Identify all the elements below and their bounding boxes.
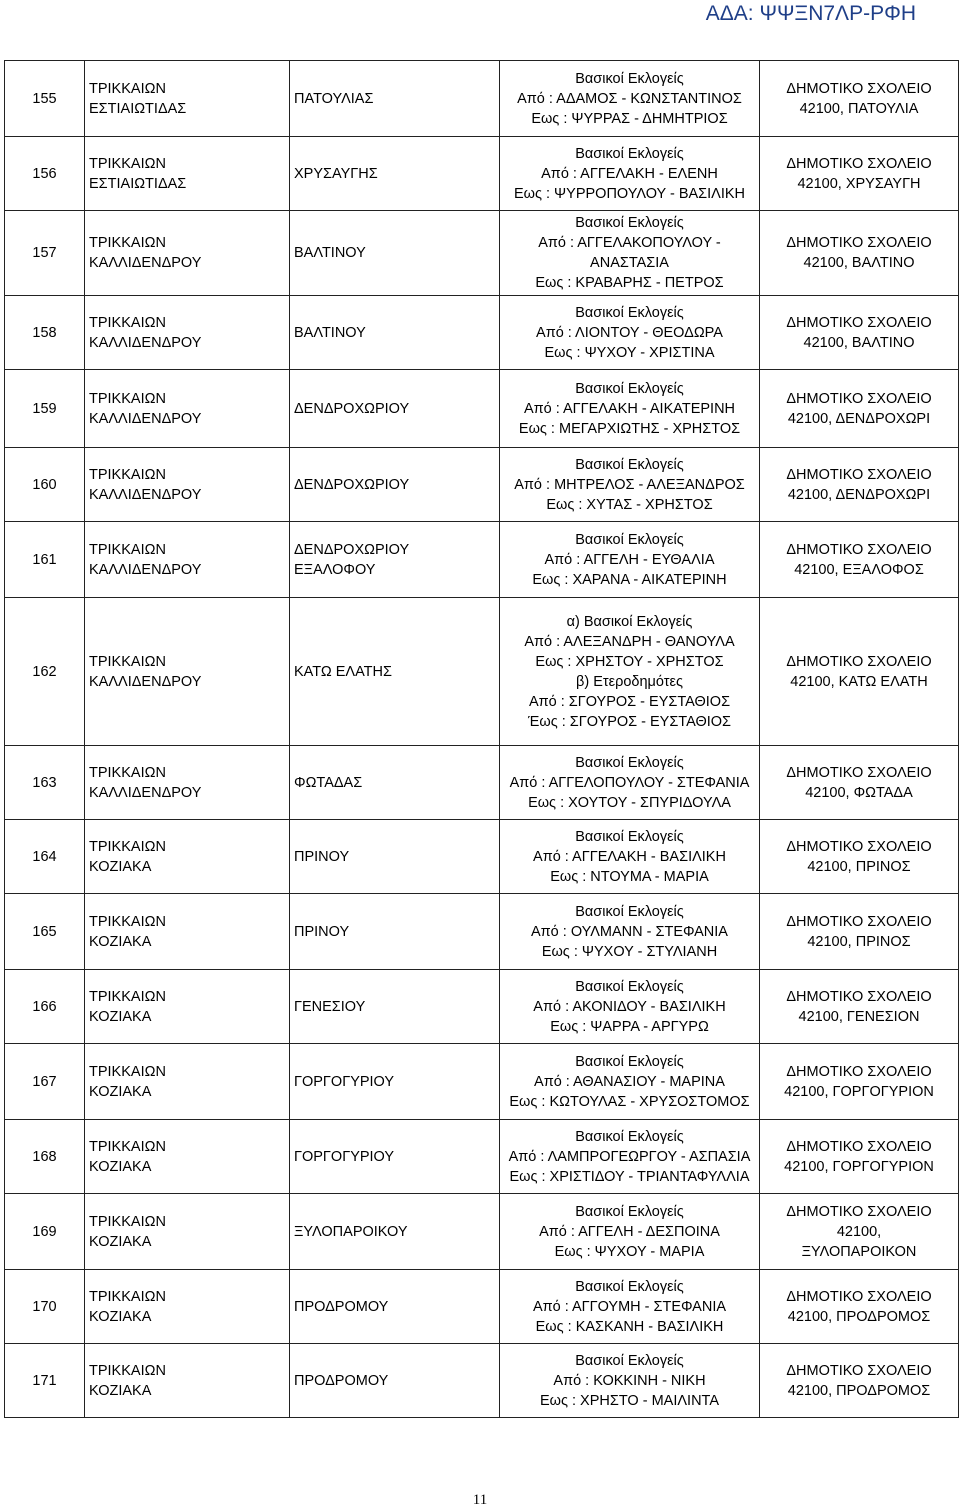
polling-location-cell xyxy=(760,1194,959,1270)
table-row xyxy=(5,296,959,370)
polling-location-line: 42100, ΓΕΝΕΣΙΟΝ xyxy=(798,1008,920,1025)
polling-location-cell xyxy=(760,746,959,820)
voters-range-line: Εως : ΨΥΧΟΥ - ΜΑΡΙΑ xyxy=(554,1243,705,1260)
municipality-cell xyxy=(85,598,290,746)
municipality-cell xyxy=(85,1344,290,1418)
municipality-line: ΤΡΙΚΚΑΙΩΝ xyxy=(89,913,166,930)
municipality-cell xyxy=(85,211,290,296)
voters-range-line: Από : ΟΥΛΜΑΝΝ - ΣΤΕΦΑΝΙΑ xyxy=(531,923,728,940)
table-row xyxy=(5,522,959,598)
table-row xyxy=(5,1344,959,1418)
row-number: 159 xyxy=(5,370,85,448)
municipality-cell xyxy=(85,370,290,448)
municipality-line: ΚΑΛΛΙΔΕΝΔΡΟΥ xyxy=(89,410,202,427)
voters-range-line: Από : ΣΓΟΥΡΟΣ - ΕΥΣΤΑΘΙΟΣ xyxy=(528,693,731,710)
electoral-district-cell xyxy=(290,448,500,522)
municipality-cell xyxy=(85,296,290,370)
municipality-line: ΤΡΙΚΚΑΙΩΝ xyxy=(89,1213,166,1230)
municipality-line: ΤΡΙΚΚΑΙΩΝ xyxy=(89,541,166,558)
electoral-district-line: ΒΑΛΤΙΝΟΥ xyxy=(294,324,366,341)
table-body xyxy=(5,61,959,1418)
page-number: 11 xyxy=(472,1492,488,1508)
polling-location-line: ΔΗΜΟΤΙΚΟ ΣΧΟΛΕΙΟ xyxy=(786,235,932,251)
voters-range-cell xyxy=(500,970,760,1044)
electoral-district-cell xyxy=(290,1120,500,1194)
polling-location-cell xyxy=(760,1120,959,1194)
voters-range-cell xyxy=(500,370,760,448)
voters-range-line: Εως : ΨΥΡΡΑΣ - ΔΗΜΗΤΡΙΟΣ xyxy=(531,110,728,127)
voters-range-line: Εως : ΨΥΡΡΟΠΟΥΛΟΥ - ΒΑΣΙΛΙΚΗ xyxy=(513,185,746,202)
row-number: 170 xyxy=(5,1270,85,1344)
municipality-line: ΚΟΖΙΑΚΑ xyxy=(89,1158,152,1175)
voters-range-line: Εως : ΧΟΥΤΟΥ - ΣΠΥΡΙΔΟΥΛΑ xyxy=(528,794,731,811)
municipality-line: ΤΡΙΚΚΑΙΩΝ xyxy=(89,235,166,251)
municipality-line: ΚΑΛΛΙΔΕΝΔΡΟΥ xyxy=(89,784,202,801)
municipality-line: ΤΡΙΚΚΑΙΩΝ xyxy=(89,1288,166,1305)
municipality-line: ΚΟΖΙΑΚΑ xyxy=(89,1008,152,1025)
voters-range-line: Εως : ΧΡΗΣΤΟ - ΜΑΙΛΙΝΤΑ xyxy=(539,1392,720,1409)
polling-location-cell xyxy=(760,970,959,1044)
voters-range-line: Από : ΛΙΟΝΤΟΥ - ΘΕΟΔΩΡΑ xyxy=(536,324,723,341)
polling-location-cell xyxy=(760,296,959,370)
table-row xyxy=(5,894,959,970)
municipality-cell xyxy=(85,970,290,1044)
polling-location-cell xyxy=(760,598,959,746)
electoral-district-line: ΓΟΡΓΟΓΥΡΙΟΥ xyxy=(294,1073,395,1090)
voters-range-line: Εως : ΨΥΧΟΥ - ΧΡΙΣΤΙΝΑ xyxy=(544,344,715,361)
table-row xyxy=(5,1194,959,1270)
municipality-cell xyxy=(85,522,290,598)
electoral-district-line: ΠΡΙΝΟΥ xyxy=(294,923,350,940)
ada-code: ΑΔΑ: ΨΨΞΝ7ΛΡ-ΡΦΗ xyxy=(705,2,916,25)
polling-location-line: 42100, ΠΡΙΝΟΣ xyxy=(807,933,911,950)
municipality-line: ΚΟΖΙΑΚΑ xyxy=(89,1233,152,1250)
voters-range-cell xyxy=(500,894,760,970)
table-row xyxy=(5,370,959,448)
electoral-district-cell xyxy=(290,370,500,448)
electoral-district-line: ΓΕΝΕΣΙΟΥ xyxy=(294,998,366,1015)
voters-range-cell xyxy=(500,1194,760,1270)
municipality-line: ΤΡΙΚΚΑΙΩΝ xyxy=(89,988,166,1005)
municipality-cell xyxy=(85,137,290,211)
municipality-line: ΤΡΙΚΚΑΙΩΝ xyxy=(89,838,166,855)
voters-range-line: Βασικοί Εκλογείς xyxy=(575,978,684,995)
electoral-district-line: ΔΕΝΔΡΟΧΩΡΙΟΥ xyxy=(294,541,410,558)
electoral-district-line: ΧΡΥΣΑΥΓΗΣ xyxy=(294,165,378,182)
voters-range-cell xyxy=(500,137,760,211)
row-number: 161 xyxy=(5,522,85,598)
polling-location-line: ΔΗΜΟΤΙΚΟ ΣΧΟΛΕΙΟ xyxy=(786,1138,932,1155)
electoral-district-cell xyxy=(290,211,500,296)
electoral-district-cell xyxy=(290,1044,500,1120)
electoral-district-cell xyxy=(290,598,500,746)
polling-location-line: ΔΗΜΟΤΙΚΟ ΣΧΟΛΕΙΟ xyxy=(786,390,932,407)
polling-location-line: 42100, ΦΩΤΑΔΑ xyxy=(805,784,913,801)
voters-range-line: Από : ΑΓΓΕΛΗ - ΔΕΣΠΟΙΝΑ xyxy=(539,1223,720,1240)
electoral-district-cell xyxy=(290,137,500,211)
voters-range-line: Βασικοί Εκλογείς xyxy=(575,70,684,87)
electoral-district-cell xyxy=(290,1194,500,1270)
polling-location-cell xyxy=(760,522,959,598)
municipality-line: ΤΡΙΚΚΑΙΩΝ xyxy=(89,390,166,407)
electoral-district-cell xyxy=(290,894,500,970)
municipality-cell xyxy=(85,1270,290,1344)
municipality-cell xyxy=(85,894,290,970)
municipality-line: ΚΑΛΛΙΔΕΝΔΡΟΥ xyxy=(89,561,202,578)
electoral-district-line: ΕΞΑΛΟΦΟΥ xyxy=(294,561,376,578)
voters-range-cell xyxy=(500,448,760,522)
electoral-district-line: ΔΕΝΔΡΟΧΩΡΙΟΥ xyxy=(294,400,410,417)
voters-range-line: Βασικοί Εκλογείς xyxy=(575,215,684,231)
voters-range-line: β) Ετεροδημότες xyxy=(576,673,683,690)
polling-location-line: ΔΗΜΟΤΙΚΟ ΣΧΟΛΕΙΟ xyxy=(786,155,932,172)
voters-range-cell xyxy=(500,61,760,137)
voters-range-line: ΑΝΑΣΤΑΣΙΑ xyxy=(590,255,669,271)
voters-range-line: Εως : ΧΑΡΑΝΑ - ΑΙΚΑΤΕΡΙΝΗ xyxy=(532,571,727,588)
electoral-district-cell xyxy=(290,61,500,137)
voters-range-line: α) Βασικοί Εκλογείς xyxy=(566,613,693,630)
row-number: 155 xyxy=(5,61,85,137)
table-row xyxy=(5,820,959,894)
polling-location-line: ΞΥΛΟΠΑΡΟΙΚΟΝ xyxy=(801,1243,917,1260)
polling-location-line: 42100, ΠΡΟΔΡΟΜΟΣ xyxy=(787,1382,931,1399)
polling-location-line: 42100, ΚΑΤΩ ΕΛΑΤΗ xyxy=(790,673,928,690)
polling-location-line: 42100, ΧΡΥΣΑΥΓΗ xyxy=(797,175,921,192)
voters-range-line: Από : ΑΓΓΕΛΑΚΗ - ΑΙΚΑΤΕΡΙΝΗ xyxy=(523,400,736,417)
electoral-district-line: ΔΕΝΔΡΟΧΩΡΙΟΥ xyxy=(294,476,410,493)
municipality-cell xyxy=(85,1194,290,1270)
municipality-line: ΕΣΤΙΑΙΩΤΙΔΑΣ xyxy=(89,175,187,192)
electoral-district-cell xyxy=(290,522,500,598)
polling-location-line: ΔΗΜΟΤΙΚΟ ΣΧΟΛΕΙΟ xyxy=(786,80,932,97)
municipality-cell xyxy=(85,61,290,137)
municipality-line: ΚΑΛΛΙΔΕΝΔΡΟΥ xyxy=(89,334,202,351)
polling-location-cell xyxy=(760,1044,959,1120)
polling-location-line: ΔΗΜΟΤΙΚΟ ΣΧΟΛΕΙΟ xyxy=(786,1203,932,1220)
table-row xyxy=(5,137,959,211)
voters-range-line: Από : ΑΓΓΕΛΑΚΟΠΟΥΛΟΥ - xyxy=(538,235,721,251)
voters-range-line: Εως : ΝΤΟΥΜΑ - ΜΑΡΙΑ xyxy=(550,868,709,885)
row-number: 169 xyxy=(5,1194,85,1270)
municipality-line: ΚΟΖΙΑΚΑ xyxy=(89,858,152,875)
electoral-district-line: ΓΟΡΓΟΓΥΡΙΟΥ xyxy=(294,1148,395,1165)
row-number: 166 xyxy=(5,970,85,1044)
row-number: 156 xyxy=(5,137,85,211)
voters-range-cell xyxy=(500,211,760,296)
voters-range-line: Εως : ΨΑΡΡΑ - ΑΡΓΥΡΩ xyxy=(550,1018,709,1035)
row-number: 168 xyxy=(5,1120,85,1194)
municipality-line: ΚΑΛΛΙΔΕΝΔΡΟΥ xyxy=(89,255,202,271)
polling-location-cell xyxy=(760,1344,959,1418)
voters-range-line: Εως : ΚΩΤΟΥΛΑΣ - ΧΡΥΣΟΣΤΟΜΟΣ xyxy=(509,1093,750,1110)
voters-range-line: Βασικοί Εκλογείς xyxy=(575,145,684,162)
polling-location-line: 42100, ΒΑΛΤΙΝΟ xyxy=(803,255,915,271)
voters-range-line: Βασικοί Εκλογείς xyxy=(575,1278,684,1295)
electoral-district-cell xyxy=(290,746,500,820)
polling-location-line: ΔΗΜΟΤΙΚΟ ΣΧΟΛΕΙΟ xyxy=(786,653,932,670)
municipality-line: ΚΟΖΙΑΚΑ xyxy=(89,1083,152,1100)
polling-location-line: 42100, xyxy=(836,1223,882,1240)
voters-range-line: Βασικοί Εκλογείς xyxy=(575,380,684,397)
municipality-cell xyxy=(85,820,290,894)
polling-location-line: ΔΗΜΟΤΙΚΟ ΣΧΟΛΕΙΟ xyxy=(786,541,932,558)
electoral-district-line: ΒΑΛΤΙΝΟΥ xyxy=(294,245,366,261)
polling-location-line: ΔΗΜΟΤΙΚΟ ΣΧΟΛΕΙΟ xyxy=(786,838,932,855)
voters-range-cell xyxy=(500,746,760,820)
polling-location-line: 42100, ΓΟΡΓΟΓΥΡΙΟΝ xyxy=(784,1158,934,1175)
row-number: 163 xyxy=(5,746,85,820)
voters-range-line: Βασικοί Εκλογείς xyxy=(575,903,684,920)
row-number: 157 xyxy=(5,211,85,296)
municipality-line: ΚΟΖΙΑΚΑ xyxy=(89,1382,152,1399)
voters-range-line: Από : ΑΓΓΕΛΑΚΗ - ΕΛΕΝΗ xyxy=(541,165,718,182)
table-row xyxy=(5,970,959,1044)
voters-range-line: Εως : ΚΑΣΚΑΝΗ - ΒΑΣΙΛΙΚΗ xyxy=(535,1318,724,1335)
voters-range-line: Έως : ΣΓΟΥΡΟΣ - ΕΥΣΤΑΘΙΟΣ xyxy=(528,713,731,730)
voters-range-line: Εως : ΚΡΑΒΑΡΗΣ - ΠΕΤΡΟΣ xyxy=(535,275,724,291)
voters-range-line: Από : ΑΓΓΕΛΗ - ΕΥΘΑΛΙΑ xyxy=(544,551,715,568)
municipality-line: ΤΡΙΚΚΑΙΩΝ xyxy=(89,653,166,670)
voters-range-line: Εως : ΧΡΗΣΤΟΥ - ΧΡΗΣΤΟΣ xyxy=(535,653,724,670)
electoral-district-cell xyxy=(290,296,500,370)
municipality-line: ΚΑΛΛΙΔΕΝΔΡΟΥ xyxy=(89,486,202,503)
table-row xyxy=(5,746,959,820)
electoral-district-line: ΞΥΛΟΠΑΡΟΙΚΟΥ xyxy=(294,1223,408,1240)
polling-stations-table xyxy=(4,60,959,1418)
table-row xyxy=(5,1120,959,1194)
row-number: 167 xyxy=(5,1044,85,1120)
municipality-line: ΚΟΖΙΑΚΑ xyxy=(89,1308,152,1325)
municipality-line: ΤΡΙΚΚΑΙΩΝ xyxy=(89,314,166,331)
voters-range-line: Βασικοί Εκλογείς xyxy=(575,456,684,473)
table-row xyxy=(5,211,959,296)
electoral-district-cell xyxy=(290,820,500,894)
voters-range-cell xyxy=(500,598,760,746)
voters-range-line: Από : ΑΓΓΟΥΜΗ - ΣΤΕΦΑΝΙΑ xyxy=(532,1298,727,1315)
voters-range-cell xyxy=(500,1344,760,1418)
electoral-district-cell xyxy=(290,1344,500,1418)
municipality-line: ΤΡΙΚΚΑΙΩΝ xyxy=(89,155,166,172)
electoral-district-line: ΠΡΟΔΡΟΜΟΥ xyxy=(294,1372,389,1389)
voters-range-line: Από : ΚΟΚΚΙΝΗ - ΝΙΚΗ xyxy=(553,1372,706,1389)
voters-range-line: Από : ΜΗΤΡΕΛΟΣ - ΑΛΕΞΑΝΔΡΟΣ xyxy=(514,476,745,493)
voters-range-cell xyxy=(500,1120,760,1194)
voters-range-line: Από : ΑΓΓΕΛΟΠΟΥΛΟΥ - ΣΤΕΦΑΝΙΑ xyxy=(509,774,750,791)
polling-location-line: ΔΗΜΟΤΙΚΟ ΣΧΟΛΕΙΟ xyxy=(786,988,932,1005)
voters-range-line: Βασικοί Εκλογείς xyxy=(575,828,684,845)
polling-location-cell xyxy=(760,1270,959,1344)
polling-location-line: 42100, ΔΕΝΔΡΟΧΩΡΙ xyxy=(787,410,931,427)
electoral-district-line: ΠΡΟΔΡΟΜΟΥ xyxy=(294,1298,389,1315)
electoral-district-cell xyxy=(290,1270,500,1344)
row-number: 162 xyxy=(5,598,85,746)
municipality-line: ΤΡΙΚΚΑΙΩΝ xyxy=(89,1138,166,1155)
row-number: 164 xyxy=(5,820,85,894)
table-row xyxy=(5,448,959,522)
polling-location-line: 42100, ΕΞΑΛΟΦΟΣ xyxy=(794,561,924,578)
polling-location-cell xyxy=(760,137,959,211)
voters-range-cell xyxy=(500,522,760,598)
row-number: 160 xyxy=(5,448,85,522)
voters-range-cell xyxy=(500,296,760,370)
municipality-cell xyxy=(85,1120,290,1194)
polling-location-line: 42100, ΠΡΟΔΡΟΜΟΣ xyxy=(787,1308,931,1325)
municipality-cell xyxy=(85,448,290,522)
electoral-district-line: ΦΩΤΑΔΑΣ xyxy=(294,774,363,791)
municipality-line: ΤΡΙΚΚΑΙΩΝ xyxy=(89,1063,166,1080)
polling-location-line: ΔΗΜΟΤΙΚΟ ΣΧΟΛΕΙΟ xyxy=(786,314,932,331)
voters-range-cell xyxy=(500,820,760,894)
voters-range-line: Βασικοί Εκλογείς xyxy=(575,1203,684,1220)
polling-location-cell xyxy=(760,370,959,448)
table-row xyxy=(5,1044,959,1120)
electoral-district-line: ΠΑΤΟΥΛΙΑΣ xyxy=(294,90,374,107)
electoral-district-line: ΠΡΙΝΟΥ xyxy=(294,848,350,865)
polling-location-line: 42100, ΒΑΛΤΙΝΟ xyxy=(803,334,915,351)
polling-location-line: 42100, ΔΕΝΔΡΟΧΩΡΙ xyxy=(787,486,931,503)
electoral-district-line: ΚΑΤΩ ΕΛΑΤΗΣ xyxy=(294,663,392,680)
voters-range-line: Βασικοί Εκλογείς xyxy=(575,1128,684,1145)
voters-range-line: Από : ΛΑΜΠΡΟΓΕΩΡΓΟΥ - ΑΣΠΑΣΙΑ xyxy=(508,1148,751,1165)
voters-range-cell xyxy=(500,1044,760,1120)
voters-range-line: Βασικοί Εκλογείς xyxy=(575,304,684,321)
voters-range-line: Βασικοί Εκλογείς xyxy=(575,754,684,771)
voters-range-cell xyxy=(500,1270,760,1344)
voters-range-line: Εως : ΧΡΙΣΤΙΔΟΥ - ΤΡΙΑΝΤΑΦΥΛΛΙΑ xyxy=(509,1168,750,1185)
polling-location-cell xyxy=(760,448,959,522)
municipality-line: ΤΡΙΚΚΑΙΩΝ xyxy=(89,1362,166,1379)
voters-range-line: Εως : ΨΥΧΟΥ - ΣΤΥΛΙΑΝΗ xyxy=(541,943,718,960)
polling-location-line: ΔΗΜΟΤΙΚΟ ΣΧΟΛΕΙΟ xyxy=(786,466,932,483)
row-number: 171 xyxy=(5,1344,85,1418)
municipality-cell xyxy=(85,746,290,820)
polling-location-line: 42100, ΓΟΡΓΟΓΥΡΙΟΝ xyxy=(784,1083,934,1100)
voters-range-line: Από : ΑΓΓΕΛΑΚΗ - ΒΑΣΙΛΙΚΗ xyxy=(533,848,726,865)
voters-range-line: Βασικοί Εκλογείς xyxy=(575,531,684,548)
polling-location-line: ΔΗΜΟΤΙΚΟ ΣΧΟΛΕΙΟ xyxy=(786,1288,932,1305)
table-row xyxy=(5,598,959,746)
row-number: 165 xyxy=(5,894,85,970)
polling-location-cell xyxy=(760,211,959,296)
municipality-line: ΚΑΛΛΙΔΕΝΔΡΟΥ xyxy=(89,673,202,690)
municipality-line: ΤΡΙΚΚΑΙΩΝ xyxy=(89,80,166,97)
voters-range-line: Εως : ΜΕΓΑΡΧΙΩΤΗΣ - ΧΡΗΣΤΟΣ xyxy=(518,420,741,437)
polling-location-line: 42100, ΠΑΤΟΥΛΙΑ xyxy=(799,100,919,117)
polling-location-line: ΔΗΜΟΤΙΚΟ ΣΧΟΛΕΙΟ xyxy=(786,1362,932,1379)
voters-range-line: Βασικοί Εκλογείς xyxy=(575,1053,684,1070)
municipality-cell xyxy=(85,1044,290,1120)
polling-location-line: ΔΗΜΟΤΙΚΟ ΣΧΟΛΕΙΟ xyxy=(786,913,932,930)
voters-range-line: Από : ΑΘΑΝΑΣΙΟΥ - ΜΑΡΙΝΑ xyxy=(534,1073,725,1090)
table-row xyxy=(5,61,959,137)
polling-location-cell xyxy=(760,894,959,970)
municipality-line: ΤΡΙΚΚΑΙΩΝ xyxy=(89,764,166,781)
polling-location-cell xyxy=(760,61,959,137)
voters-range-line: Εως : ΧΥΤΑΣ - ΧΡΗΣΤΟΣ xyxy=(546,496,713,513)
voters-range-line: Από : ΑΚΟΝΙΔΟΥ - ΒΑΣΙΛΙΚΗ xyxy=(533,998,726,1015)
municipality-line: ΕΣΤΙΑΙΩΤΙΔΑΣ xyxy=(89,100,187,117)
municipality-line: ΤΡΙΚΚΑΙΩΝ xyxy=(89,466,166,483)
polling-location-line: 42100, ΠΡΙΝΟΣ xyxy=(807,858,911,875)
polling-location-line: ΔΗΜΟΤΙΚΟ ΣΧΟΛΕΙΟ xyxy=(786,764,932,781)
row-number: 158 xyxy=(5,296,85,370)
voters-range-line: Από : ΑΛΕΞΑΝΔΡΗ - ΘΑΝΟΥΛΑ xyxy=(524,633,735,650)
voters-range-line: Βασικοί Εκλογείς xyxy=(575,1352,684,1369)
table-row xyxy=(5,1270,959,1344)
polling-location-line: ΔΗΜΟΤΙΚΟ ΣΧΟΛΕΙΟ xyxy=(786,1063,932,1080)
voters-range-line: Από : ΑΔΑΜΟΣ - ΚΩΝΣΤΑΝΤΙΝΟΣ xyxy=(517,90,742,107)
electoral-district-cell xyxy=(290,970,500,1044)
municipality-line: ΚΟΖΙΑΚΑ xyxy=(89,933,152,950)
polling-location-cell xyxy=(760,820,959,894)
